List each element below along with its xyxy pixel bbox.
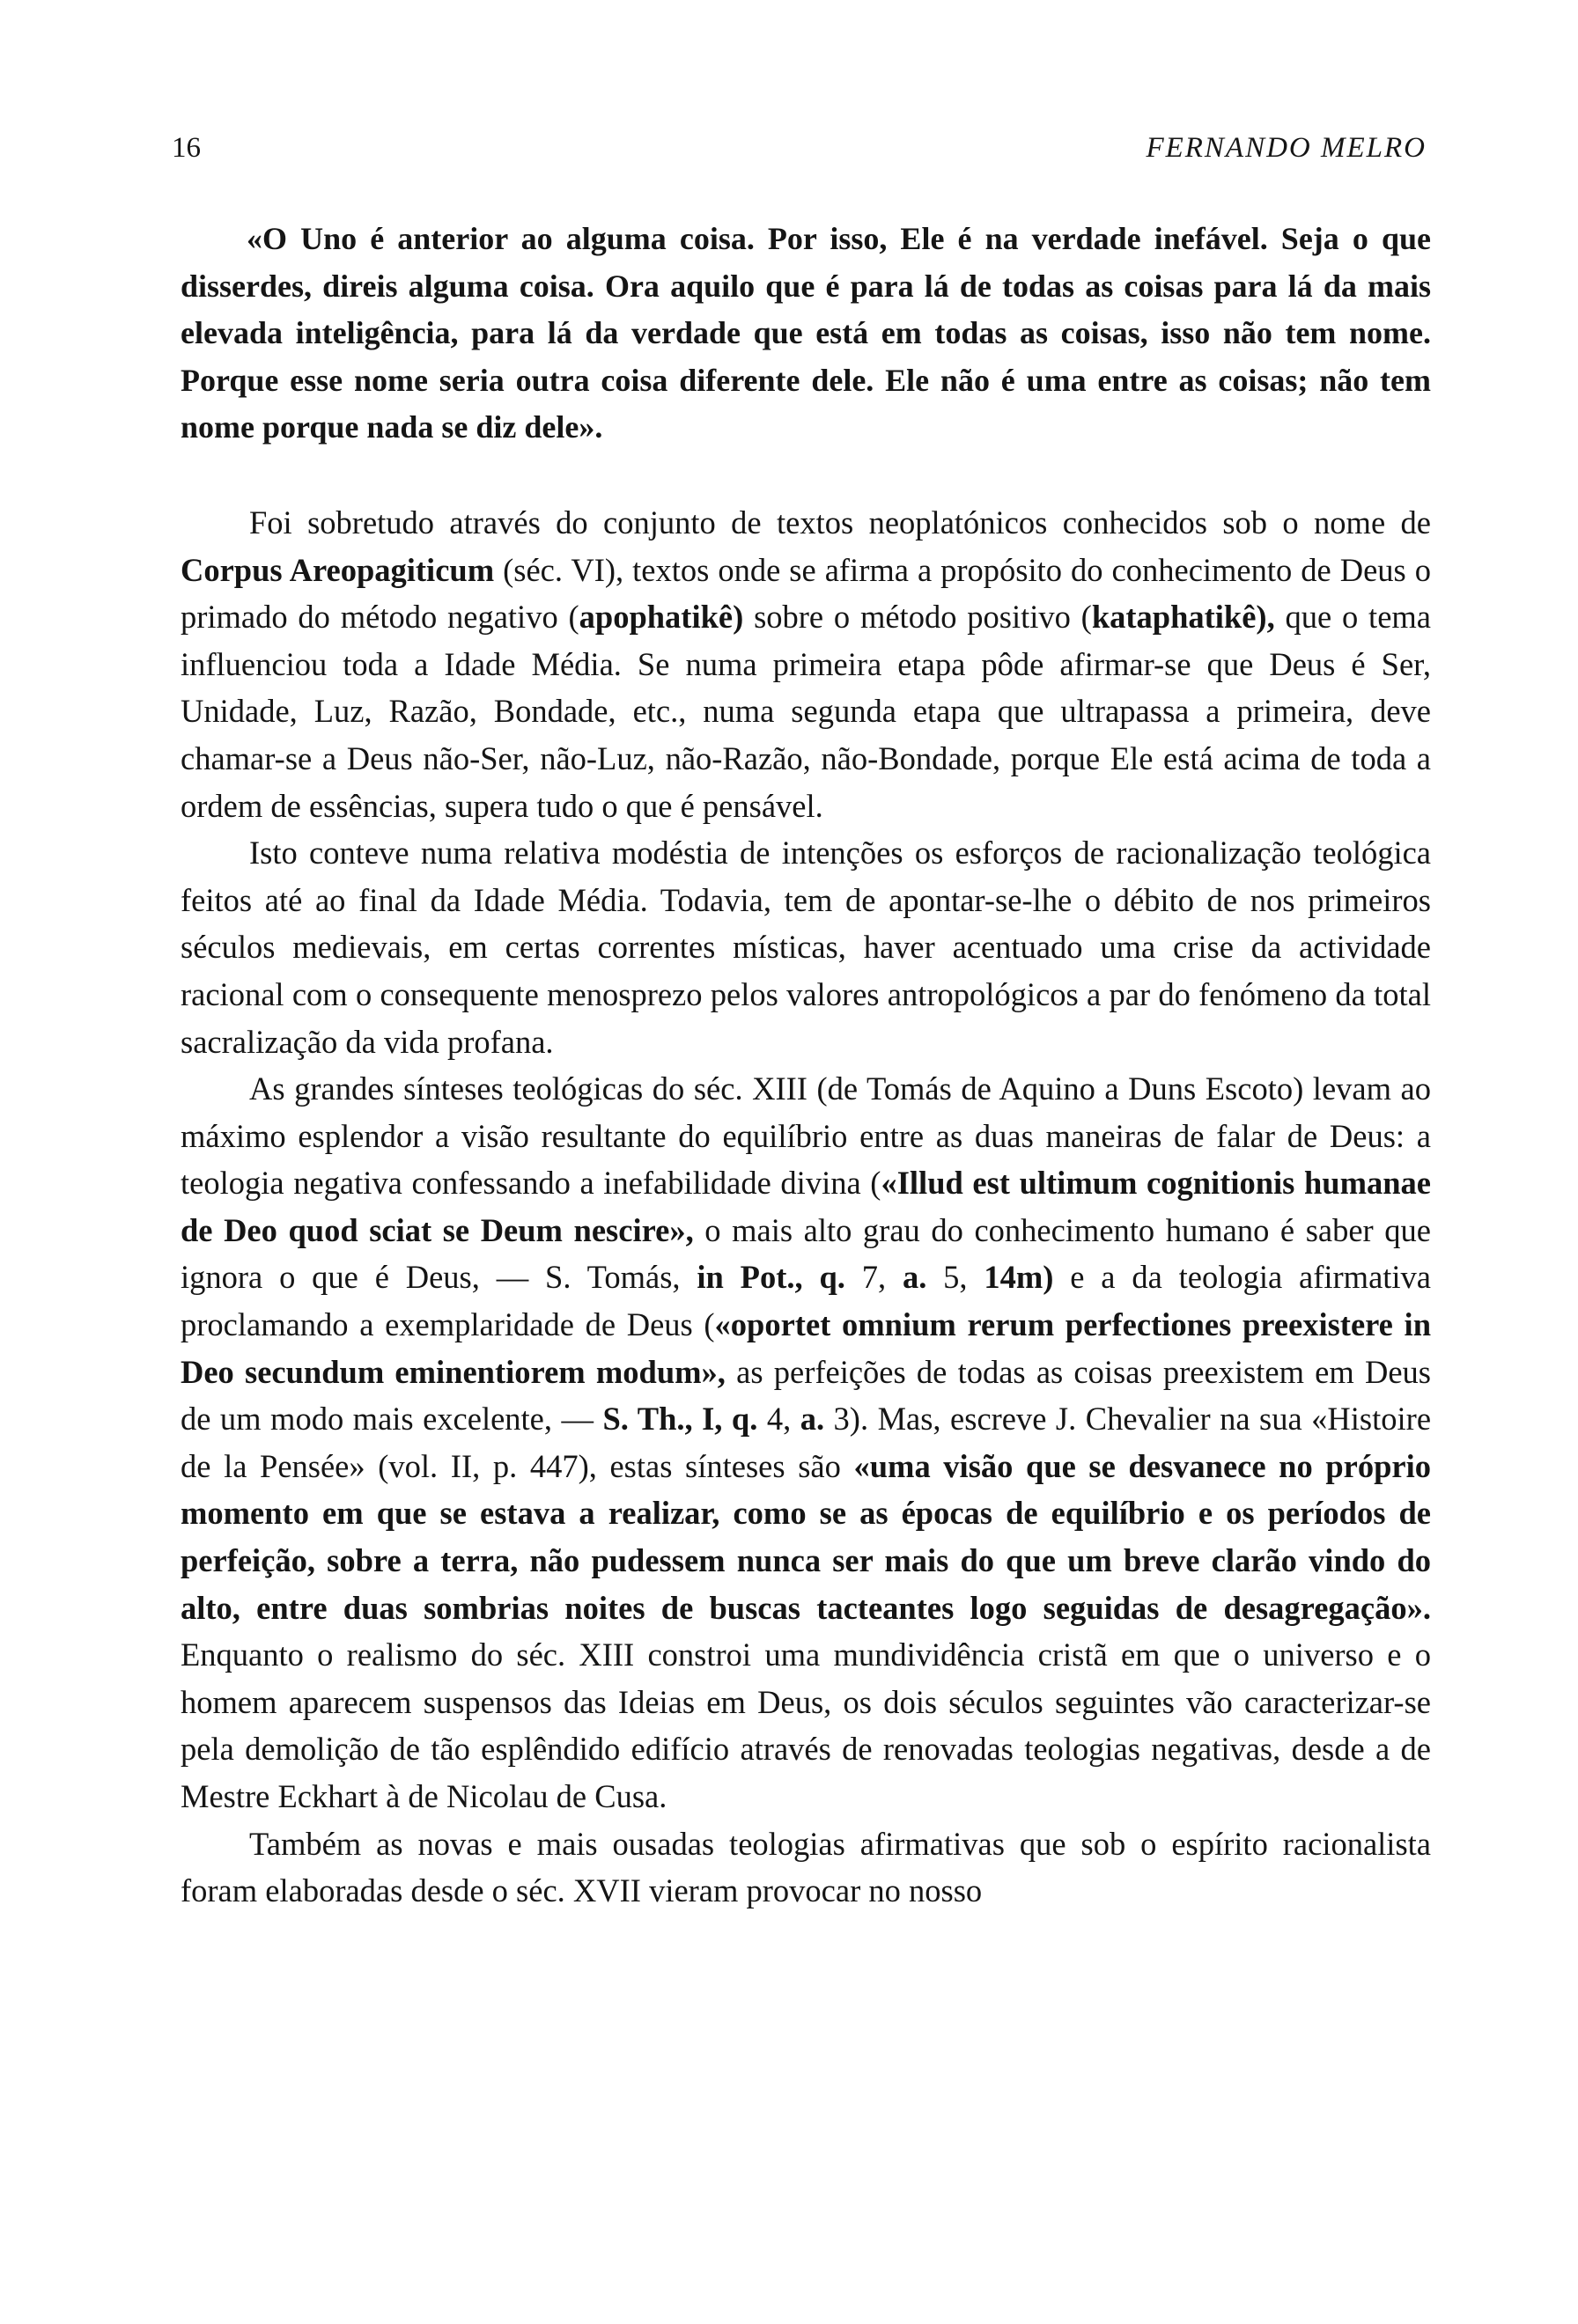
text-run: 7, — [844, 1259, 903, 1296]
text-run: Enquanto o realismo do séc. XIII constroi uma mundividência cristã em que o universo e o homem aparecem suspensos das Ideias em Deus, os dois séculos seguintes vão caracterizar-se pela demolição de tão esplêndido edifício através de renovadas teologias negativas, desde a de Mestre Eckhart à de Nicolau de Cusa. — [181, 1636, 1431, 1814]
block-quote: «O Uno é anterior ao alguma coisa. Por isso, Ele é na verdade inefável. Seja o que disserdes, direis alguma coisa. Ora aquilo que é para lá de todas as coisas para lá da mais elevada inteligência, para lá da verdade que está em todas as coisas, isso não tem nome. Porque esse nome seria outra coisa diferente dele. Ele não é uma entre as coisas; não tem nome porque nada se diz dele». — [181, 221, 1431, 445]
text-run: sobre o método positivo ( — [743, 599, 1092, 636]
bold-citation: S. Th., I, q. — [602, 1401, 758, 1438]
text-run: o mais alto grau do conhecimento humano é saber que ignora o que é Deus, — S. Tomás, — [181, 1211, 1431, 1296]
text-run: 5, — [926, 1259, 984, 1296]
page-body — [181, 216, 1431, 1915]
bold-term: apophatikê) — [579, 599, 744, 636]
text-run: As grandes sínteses teológicas do séc. XIII (de Tomás de Aquino a Duns Escoto) levam ao máximo esplendor a visão resultante do equilíbrio entre as duas maneiras de falar de Deus: a teologia negativa confessando a inefabilidade divina ( — [181, 1070, 1431, 1202]
running-head-author: FERNANDO MELRO — [1146, 132, 1427, 164]
paragraph-1 — [181, 499, 1431, 829]
bold-latin-quote: «oportet omnium rerum perfectiones preexistere in Deo secundum eminentiorem modum», — [181, 1306, 1431, 1390]
paragraph-2: Isto conteve numa relativa modéstia de intenções os esforços de racionalização teológica feitos até ao final da Idade Média. Todavia, tem de apontar-se-lhe o débito de nos primeiros séculos medievais, em certas correntes místicas, haver acentuado uma crise da actividade racional com o consequente menosprezo pelos valores antropológicos a par do fenómeno da total sacralização da vida profana. — [181, 835, 1431, 1060]
text-run: as perfeições de todas as coisas preexistem em Deus de um modo mais excelente, — — [181, 1353, 1431, 1438]
bold-citation: in Pot., q. — [697, 1259, 845, 1296]
bold-quote: «uma visão que se desvanece no próprio momento em que se estava a realizar, como se as épocas de equilíbrio e os períodos de perfeição, sobre a terra, não pudessem nunca ser mais do que um breve clarão vindo do alto, entre duas sombrias noites de buscas tacteantes logo seguidas de desagregação». — [181, 1447, 1431, 1626]
paragraph-3 — [181, 1065, 1431, 1820]
text-run: Foi sobretudo através do conjunto de textos neoplatónicos conhecidos sob o nome de — [249, 504, 1431, 541]
bold-citation: 14m) — [984, 1259, 1054, 1296]
bold-term: kataphatikê), — [1091, 599, 1275, 636]
page-number: 16 — [172, 132, 201, 164]
text-run: 4, — [757, 1401, 800, 1438]
paragraph-spacer — [181, 452, 1431, 499]
paragraph-4: Também as novas e mais ousadas teologias afirmativas que sob o espírito racionalista foram elaboradas desde o séc. XVII vieram provocar no nosso — [181, 1825, 1431, 1909]
text-run: e a da teologia afirmativa proclamando a exemplaridade de Deus ( — [181, 1259, 1432, 1343]
bold-term: Corpus Areopagiticum — [181, 551, 495, 588]
bold-citation: a. — [902, 1259, 927, 1296]
bold-latin-quote: «Illud est ultimum cognitionis humanae de Deo quod sciat se Deum nescire», — [181, 1165, 1432, 1248]
page-header — [172, 132, 1427, 176]
bold-citation: a. — [800, 1401, 825, 1438]
text-run: que o tema influenciou toda a Idade Média. Se numa primeira etapa pôde afirmar-se que Deus é Ser, Unidade, Luz, Razão, Bondade, etc., numa segunda etapa que ultrapassa a primeira, deve chamar-se a Deus não-Ser, não-Luz, não-Razão, não-Bondade, porque Ele está acima de toda a ordem de essências, supera tudo o que é pensável. — [181, 599, 1431, 824]
text-run: (séc. VI), textos onde se afirma a propósito do conhecimento de Deus o primado do método negativo ( — [181, 551, 1432, 636]
text-run: 3). Mas, escreve J. Chevalier na sua «Histoire de la Pensée» (vol. II, p. 447), estas sínteses são — [181, 1401, 1432, 1484]
